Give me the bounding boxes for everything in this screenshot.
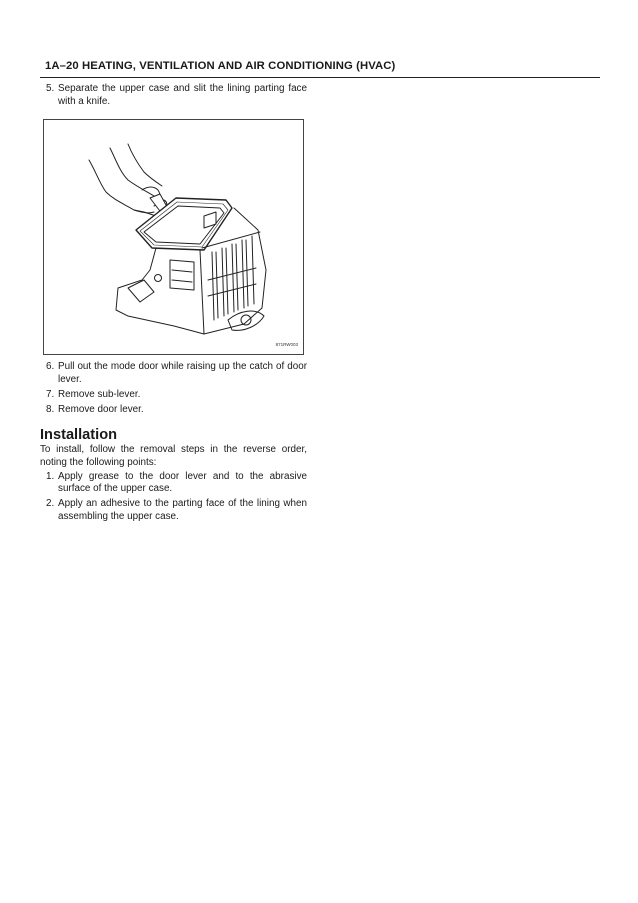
step-text: Apply an adhesive to the parting face of the lining when assembling the upper case. bbox=[58, 498, 307, 522]
step-number: 2. bbox=[46, 498, 55, 510]
hvac-case-figure bbox=[43, 119, 304, 355]
step-text: Pull out the mode door while raising up the catch of door lever. bbox=[58, 361, 307, 385]
step-5 bbox=[40, 83, 307, 108]
installation-heading: Installation bbox=[40, 426, 118, 443]
step-text: Separate the upper case and slit the lining parting face with a knife. bbox=[58, 83, 307, 107]
installation-intro: To install, follow the removal steps in the reverse order, noting the following points: bbox=[40, 444, 307, 468]
step-number: 5. bbox=[46, 83, 55, 94]
step-6 bbox=[40, 361, 307, 386]
step-7 bbox=[40, 389, 307, 402]
step-text: Remove door lever. bbox=[58, 404, 144, 416]
install-step-1 bbox=[40, 471, 307, 496]
step-number: 8. bbox=[46, 404, 55, 416]
step-number: 6. bbox=[46, 361, 55, 373]
install-step-2 bbox=[40, 498, 307, 523]
page-header-title: 1A–20 HEATING, VENTILATION AND AIR CONDITIONING (HVAC) bbox=[45, 60, 396, 72]
step-number: 1. bbox=[46, 470, 55, 482]
removal-steps bbox=[40, 361, 307, 417]
step-number: 7. bbox=[46, 388, 55, 400]
step-text: Remove sub-lever. bbox=[58, 388, 141, 400]
step-text: Apply grease to the door lever and to the abrasive surface of the upper case. bbox=[58, 470, 307, 495]
hvac-case-illustration bbox=[44, 120, 303, 354]
step-8 bbox=[40, 404, 307, 417]
installation-steps bbox=[40, 471, 307, 524]
main-column bbox=[40, 83, 307, 526]
page-header bbox=[40, 59, 600, 78]
figure-id-label: 871RW003 bbox=[275, 341, 298, 347]
